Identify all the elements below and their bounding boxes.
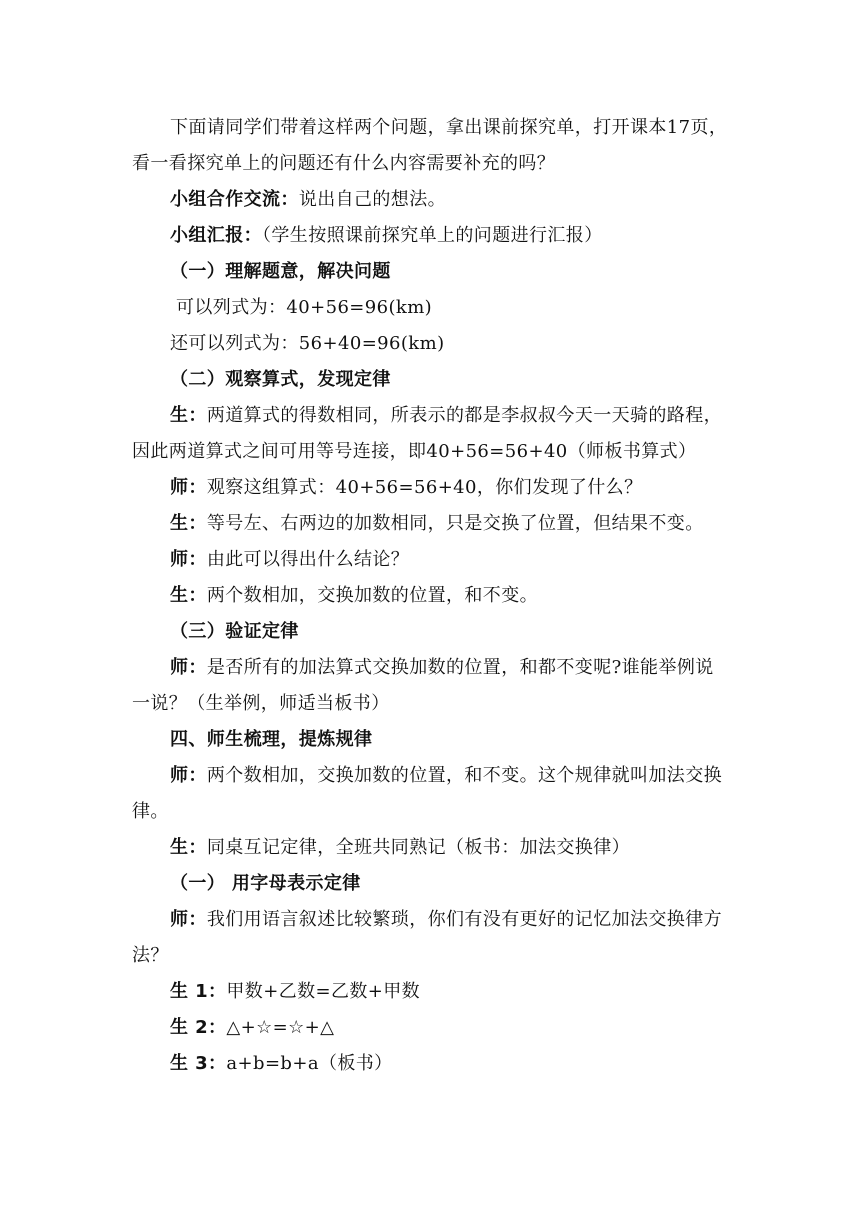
speaker-label: 生：	[170, 585, 207, 606]
speaker-label: 生：	[170, 405, 207, 426]
paragraph-text: 我们用语言叙述比较繁琐，你们有没有更好的记忆加法交换律方法？	[132, 909, 723, 966]
speaker-label: 师：	[170, 909, 207, 930]
paragraph-student-1	[132, 398, 732, 470]
paragraph-text: 同桌互记定律，全班共同熟记（板书：加法交换律）	[206, 837, 631, 858]
paragraph-text: 下面请同学们带着这样两个问题，拿出课前探究单，打开课本17页，看一看探究单上的问题还有什么内容需要补充的吗？	[132, 117, 728, 174]
paragraph-group-discussion	[132, 182, 732, 218]
paragraph-teacher-4	[132, 758, 732, 830]
speaker-label: 师：	[170, 657, 207, 678]
speaker-label: 生 1：	[170, 981, 227, 1002]
paragraph-text: 两个数相加，交换加数的位置，和不变。	[206, 585, 539, 606]
paragraph-group-report	[132, 218, 732, 254]
paragraph-text: 由此可以得出什么结论？	[206, 549, 410, 570]
paragraph-teacher-2	[132, 542, 732, 578]
speaker-label: 师：	[170, 765, 207, 786]
paragraph-student-3	[132, 578, 732, 614]
section-heading-verify: （三）验证定律	[170, 621, 299, 642]
speaker-label: 小组汇报：	[170, 225, 262, 246]
section-heading-understand: （一）理解题意，解决问题	[170, 261, 391, 282]
speaker-label: 小组合作交流：	[170, 189, 299, 210]
paragraph-text: 还可以列式为：56+40=96(km)	[170, 333, 445, 354]
paragraph-text: （学生按照课前探究单上的问题进行汇报）	[262, 225, 603, 246]
paragraph-text: 观察这组算式：40+56=56+40，你们发现了什么？	[206, 477, 643, 498]
paragraph-text: 两个数相加，交换加数的位置，和不变。这个规律就叫加法交换律。	[132, 765, 723, 822]
paragraph-student-2	[132, 506, 732, 542]
paragraph-text: △+☆=☆+△	[226, 1017, 335, 1038]
paragraph-text: 等号左、右两边的加数相同，只是交换了位置，但结果不变。	[206, 513, 704, 534]
paragraph-teacher-5	[132, 902, 732, 974]
document-body	[132, 110, 732, 1082]
paragraph-equation-2	[132, 326, 732, 362]
speaker-label: 生 3：	[170, 1053, 227, 1074]
paragraph-text: 两道算式的得数相同，所表示的都是李叔叔今天一天骑的路程，因此两道算式之间可用等号连接，即40+56=56+40（师板书算式）	[132, 405, 723, 462]
paragraph-text: 说出自己的想法。	[298, 189, 447, 210]
paragraph-student-6	[132, 1010, 732, 1046]
paragraph-intro	[132, 110, 732, 182]
paragraph-teacher-3	[132, 650, 732, 722]
paragraph-student-4	[132, 830, 732, 866]
speaker-label: 师：	[170, 549, 207, 570]
section-heading-letters: （一） 用字母表示定律	[170, 873, 361, 894]
speaker-label: 生：	[170, 837, 207, 858]
speaker-label: 生：	[170, 513, 207, 534]
paragraph-student-7	[132, 1046, 732, 1082]
paragraph-text: 甲数+乙数=乙数+甲数	[226, 981, 421, 1002]
paragraph-text: a+b=b+a（板书）	[226, 1053, 393, 1074]
section-heading-observe: （二）观察算式，发现定律	[170, 369, 391, 390]
speaker-label: 生 2：	[170, 1017, 227, 1038]
speaker-label: 师：	[170, 477, 207, 498]
paragraph-teacher-1	[132, 470, 732, 506]
paragraph-student-5	[132, 974, 732, 1010]
paragraph-equation-1	[132, 290, 732, 326]
paragraph-text: 是否所有的加法算式交换加数的位置，和都不变呢?谁能举例说一说？（生举例，师适当板书）	[132, 657, 714, 714]
section-heading-summary: 四、师生梳理，提炼规律	[170, 729, 373, 750]
paragraph-text: 可以列式为：40+56=96(km)	[176, 297, 433, 318]
